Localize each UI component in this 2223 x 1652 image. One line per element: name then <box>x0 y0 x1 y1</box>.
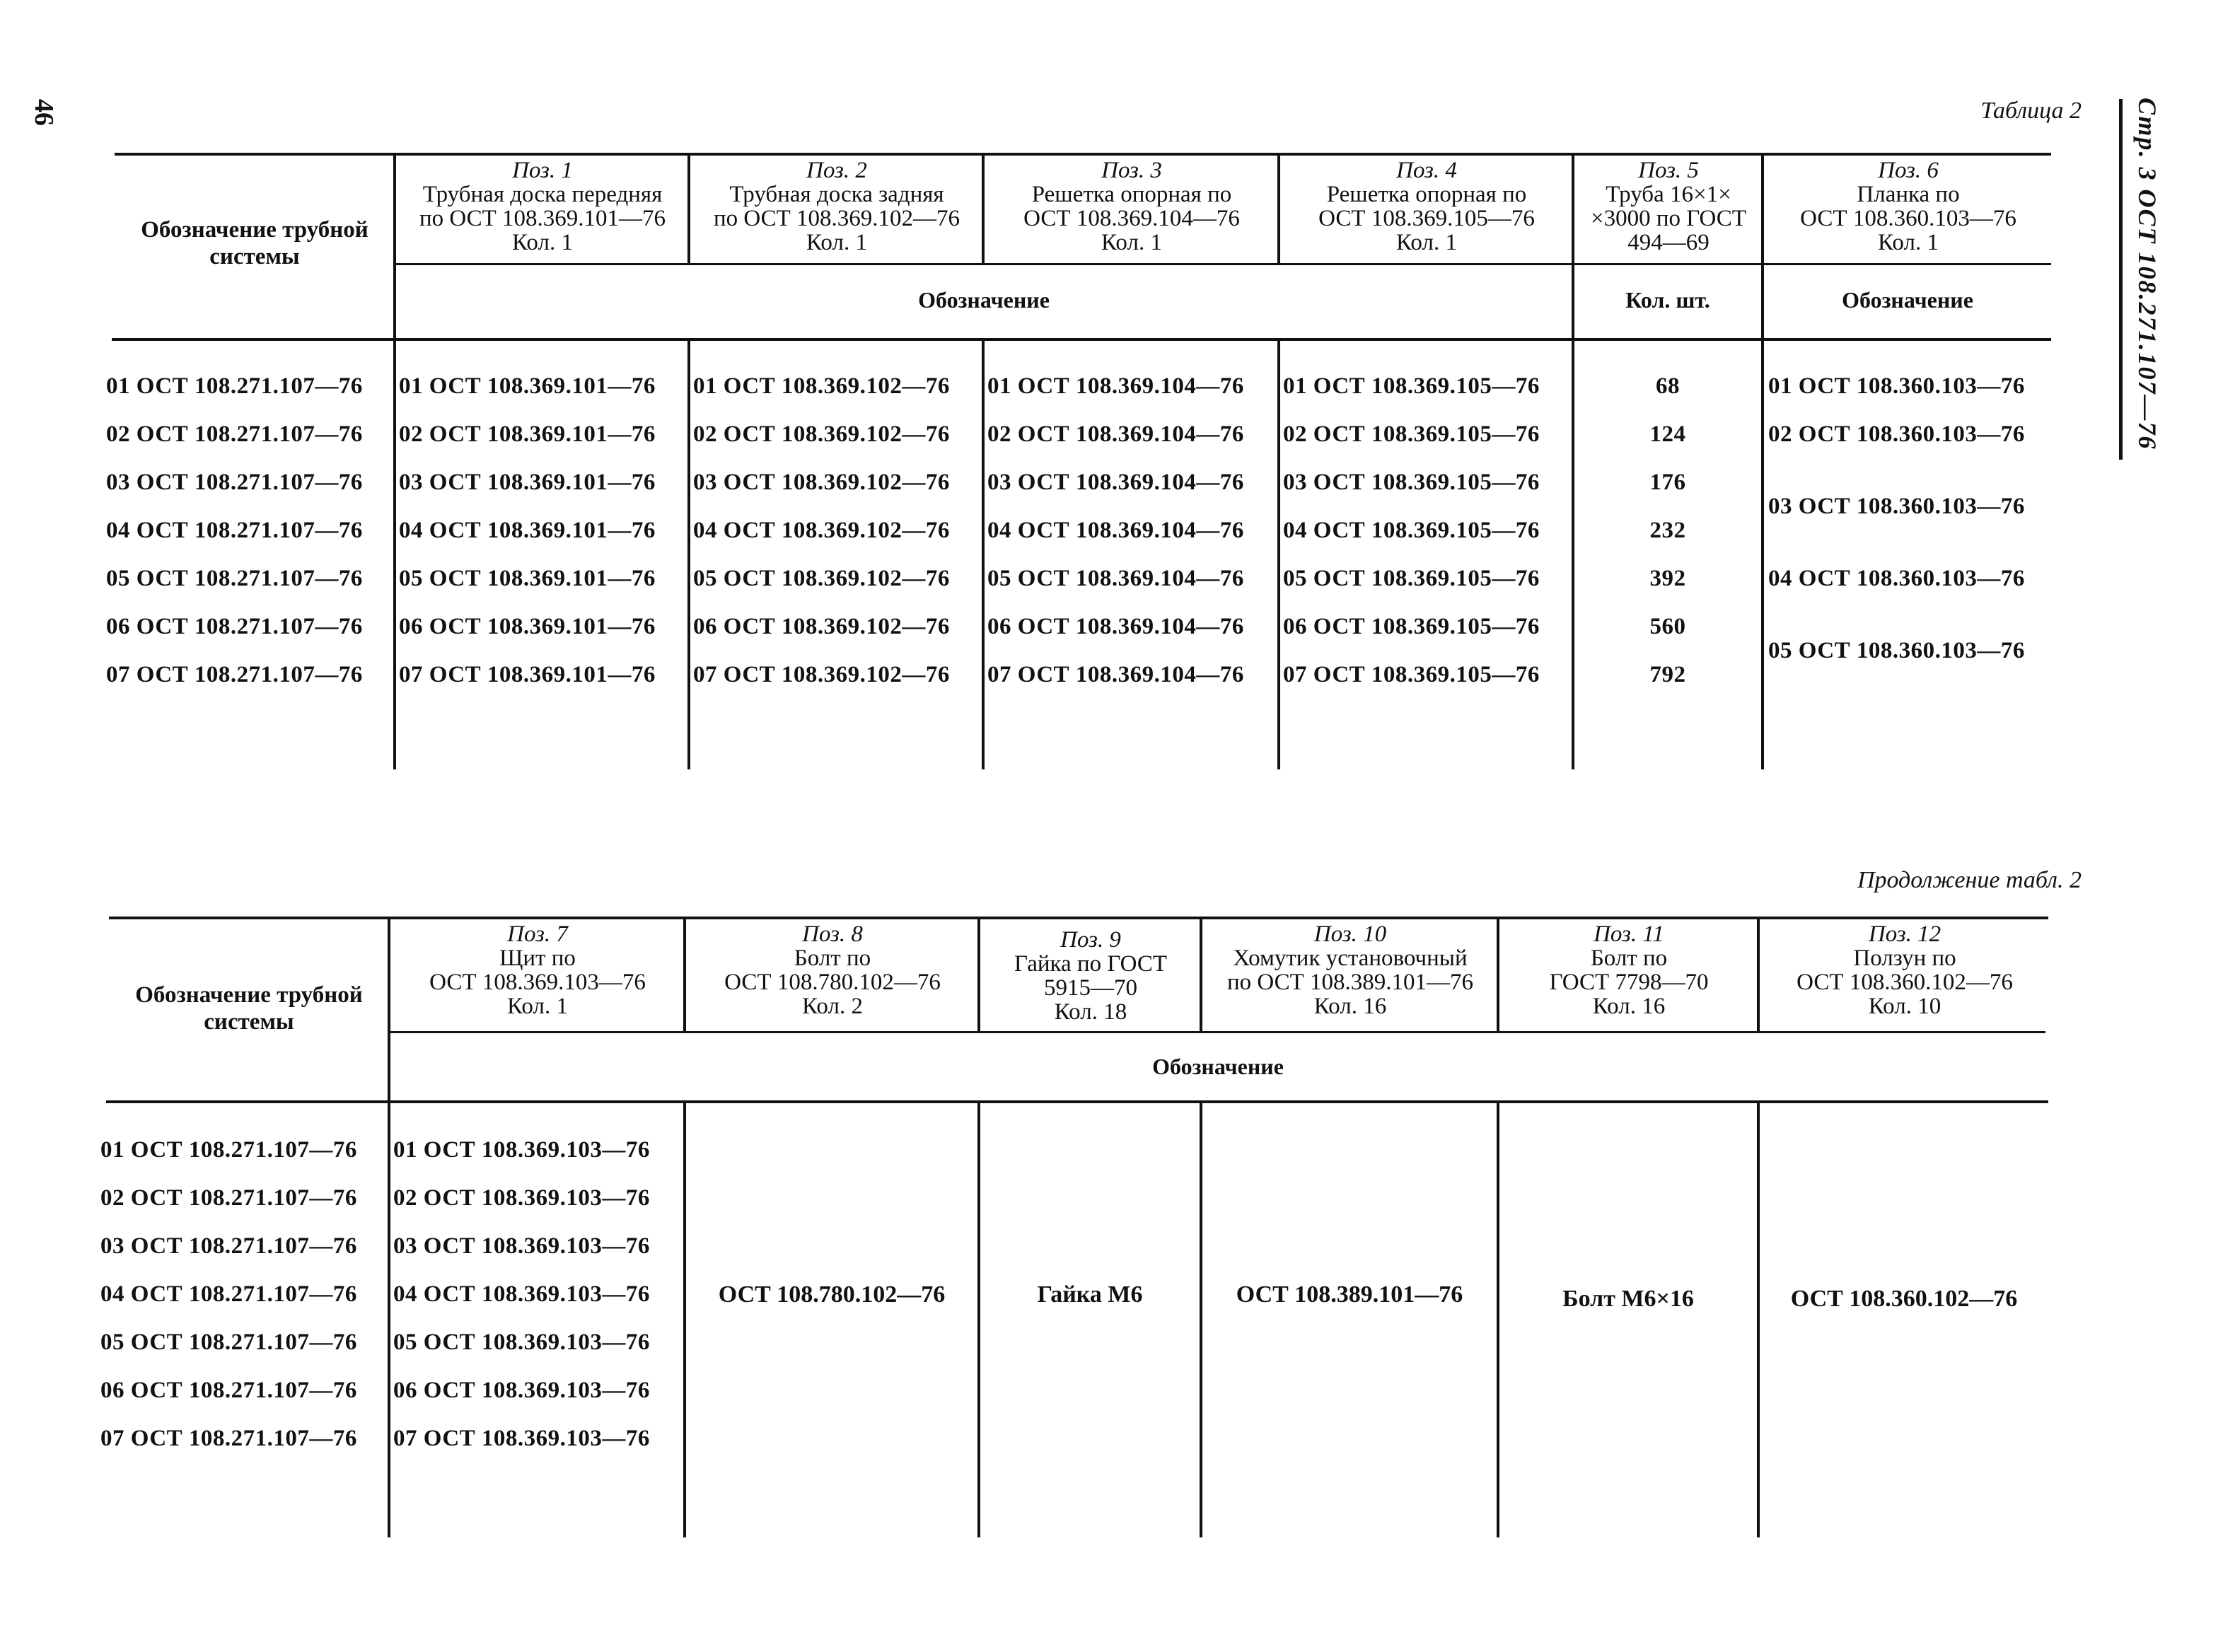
table-title: Таблица 2 <box>1980 98 2082 124</box>
merged-cell-pos11: Болт М6×16 <box>1562 1286 1694 1312</box>
table-cell-qty: 124 <box>1649 421 1686 447</box>
table-cell: 02 ОСТ 108.271.107—76 <box>100 1185 357 1211</box>
sub-header-qty: Кол. шт. <box>1625 287 1710 313</box>
table-cell: 06 ОСТ 108.369.104—76 <box>987 614 1244 639</box>
merged-cell-pos10: ОСТ 108.389.101—76 <box>1236 1281 1463 1308</box>
col0-header: Обозначение трубной системы <box>141 217 368 269</box>
table-cell-qty: 392 <box>1649 566 1686 591</box>
page-number: 46 <box>29 99 59 126</box>
table-cell: 03 ОСТ 108.369.103—76 <box>393 1233 650 1259</box>
table-cell: 05 ОСТ 108.369.102—76 <box>693 566 950 591</box>
col-divider <box>388 917 390 1537</box>
col-divider <box>1497 1100 1499 1537</box>
col0-header: Обозначение трубной системы <box>135 982 363 1035</box>
merged-cell-pos8: ОСТ 108.780.102—76 <box>718 1281 946 1308</box>
column-header-pos10: Поз. 10 Хомутик установочный по ОСТ 108.389.101—76 Кол. 16 <box>1226 921 1474 1019</box>
sub-header-designation: Обозначение <box>918 287 1050 313</box>
table-cell: 07 ОСТ 108.369.105—76 <box>1283 662 1540 687</box>
col-divider <box>977 1100 980 1537</box>
table-cell: 03 ОСТ 108.369.102—76 <box>693 470 950 495</box>
col-divider <box>1277 153 1280 263</box>
column-header-pos7: Поз. 7 Щит по ОСТ 108.369.103—76 Кол. 1 <box>429 921 646 1019</box>
side-running-title: Стр. 3 ОСТ 108.271.107—76 <box>2133 98 2161 450</box>
col-divider <box>1200 1100 1202 1537</box>
table-cell-qty: 232 <box>1649 518 1686 543</box>
table-cell: 05 ОСТ 108.271.107—76 <box>106 566 363 591</box>
merged-cell-pos9: Гайка М6 <box>1037 1281 1143 1308</box>
column-header-pos4: Поз. 4 Решетка опорная по ОСТ 108.369.105—76 Кол. 1 <box>1318 158 1535 255</box>
col-divider <box>977 917 980 1031</box>
table-cell: 03 ОСТ 108.369.105—76 <box>1283 470 1540 495</box>
column-header-pos6: Поз. 6 Планка по ОСТ 108.360.103—76 Кол. 1 <box>1800 158 2016 255</box>
col-divider <box>687 338 690 769</box>
table-cell: 04 ОСТ 108.271.107—76 <box>100 1281 357 1307</box>
table-cell: 02 ОСТ 108.271.107—76 <box>106 421 363 447</box>
table-cell-pos6: 03 ОСТ 108.360.103—76 <box>1768 494 2025 519</box>
table-cell: 04 ОСТ 108.271.107—76 <box>106 518 363 543</box>
table-cell-pos6: 04 ОСТ 108.360.103—76 <box>1768 566 2025 591</box>
col-divider <box>1757 917 1760 1031</box>
table-cell: 06 ОСТ 108.271.107—76 <box>100 1378 357 1403</box>
table-cell: 07 ОСТ 108.369.103—76 <box>393 1426 650 1451</box>
table-cell: 02 ОСТ 108.369.103—76 <box>393 1185 650 1211</box>
table-continuation-title: Продолжение табл. 2 <box>1857 867 2082 893</box>
table-cell: 04 ОСТ 108.369.101—76 <box>399 518 656 543</box>
table-cell: 01 ОСТ 108.271.107—76 <box>106 373 363 399</box>
table-cell: 02 ОСТ 108.369.101—76 <box>399 421 656 447</box>
col-divider <box>683 917 686 1031</box>
table-cell: 04 ОСТ 108.369.105—76 <box>1283 518 1540 543</box>
table-cell: 04 ОСТ 108.369.104—76 <box>987 518 1244 543</box>
column-header-pos3: Поз. 3 Решетка опорная по ОСТ 108.369.104—76 Кол. 1 <box>1023 158 1240 255</box>
sub-header-designation: Обозначение <box>1152 1054 1284 1079</box>
column-header-pos11: Поз. 11 Болт по ГОСТ 7798—70 Кол. 16 <box>1549 921 1709 1019</box>
table-cell: 02 ОСТ 108.369.104—76 <box>987 421 1244 447</box>
side-rule <box>2119 99 2123 460</box>
table-cell: 05 ОСТ 108.369.103—76 <box>393 1330 650 1355</box>
table-cell: 07 ОСТ 108.369.101—76 <box>399 662 656 687</box>
col-divider <box>683 1100 686 1537</box>
col-divider <box>1497 917 1499 1031</box>
table-cell-pos6: 05 ОСТ 108.360.103—76 <box>1768 638 2025 663</box>
table-cell: 01 ОСТ 108.369.102—76 <box>693 373 950 399</box>
col-divider <box>1277 338 1280 769</box>
sub-header-designation-2: Обозначение <box>1842 287 1973 313</box>
table-cell: 07 ОСТ 108.369.102—76 <box>693 662 950 687</box>
col-divider <box>982 153 985 263</box>
table-cell: 01 ОСТ 108.271.107—76 <box>100 1137 357 1163</box>
column-header-pos2: Поз. 2 Трубная доска задняя по ОСТ 108.369.102—76 Кол. 1 <box>713 158 960 255</box>
table-cell: 01 ОСТ 108.369.104—76 <box>987 373 1244 399</box>
column-header-pos9: Поз. 9 Гайка по ГОСТ 5915—70 Кол. 18 <box>1014 927 1168 1025</box>
table-cell-qty: 560 <box>1649 614 1686 639</box>
col-divider <box>1757 1100 1760 1537</box>
table-cell: 03 ОСТ 108.271.107—76 <box>100 1233 357 1259</box>
table-cell: 01 ОСТ 108.369.101—76 <box>399 373 656 399</box>
table-cell: 06 ОСТ 108.369.103—76 <box>393 1378 650 1403</box>
table-cell: 03 ОСТ 108.369.101—76 <box>399 470 656 495</box>
col-divider <box>982 338 985 769</box>
header-mid-rule <box>390 1031 2045 1033</box>
table-cell-pos6: 02 ОСТ 108.360.103—76 <box>1768 421 2025 447</box>
table-cell: 05 ОСТ 108.271.107—76 <box>100 1330 357 1355</box>
table-cell: 05 ОСТ 108.369.104—76 <box>987 566 1244 591</box>
table-cell-qty: 792 <box>1649 662 1686 687</box>
col-divider <box>1761 153 1764 769</box>
table-cell: 07 ОСТ 108.271.107—76 <box>100 1426 357 1451</box>
table-cell: 03 ОСТ 108.271.107—76 <box>106 470 363 495</box>
merged-cell-pos12: ОСТ 108.360.102—76 <box>1790 1286 2018 1312</box>
table-cell: 02 ОСТ 108.369.105—76 <box>1283 421 1540 447</box>
table-cell: 04 ОСТ 108.369.103—76 <box>393 1281 650 1307</box>
table-cell-qty: 68 <box>1656 373 1680 399</box>
col-divider <box>1200 917 1202 1031</box>
header-mid-rule <box>396 263 2051 265</box>
table-cell: 06 ОСТ 108.271.107—76 <box>106 614 363 639</box>
table-cell: 05 ОСТ 108.369.101—76 <box>399 566 656 591</box>
col-divider <box>687 153 690 263</box>
column-header-pos8: Поз. 8 Болт по ОСТ 108.780.102—76 Кол. 2 <box>724 921 941 1019</box>
column-header-pos12: Поз. 12 Ползун по ОСТ 108.360.102—76 Кол. 10 <box>1797 921 2013 1019</box>
table-cell: 02 ОСТ 108.369.102—76 <box>693 421 950 447</box>
table-cell: 06 ОСТ 108.369.105—76 <box>1283 614 1540 639</box>
header-bottom-rule <box>112 338 2051 341</box>
table-cell: 06 ОСТ 108.369.101—76 <box>399 614 656 639</box>
table-cell: 04 ОСТ 108.369.102—76 <box>693 518 950 543</box>
col-divider <box>393 153 396 769</box>
table-cell: 06 ОСТ 108.369.102—76 <box>693 614 950 639</box>
table-cell-pos6: 01 ОСТ 108.360.103—76 <box>1768 373 2025 399</box>
column-header-pos1: Поз. 1 Трубная доска передняя по ОСТ 108.369.101—76 Кол. 1 <box>419 158 666 255</box>
table-cell: 01 ОСТ 108.369.105—76 <box>1283 373 1540 399</box>
table-cell: 05 ОСТ 108.369.105—76 <box>1283 566 1540 591</box>
table-cell-qty: 176 <box>1649 470 1686 495</box>
column-header-pos5: Поз. 5 Труба 16×1× ×3000 по ГОСТ 494—69 <box>1591 158 1746 255</box>
table-cell: 07 ОСТ 108.271.107—76 <box>106 662 363 687</box>
table-cell: 01 ОСТ 108.369.103—76 <box>393 1137 650 1163</box>
table-cell: 07 ОСТ 108.369.104—76 <box>987 662 1244 687</box>
table-cell: 03 ОСТ 108.369.104—76 <box>987 470 1244 495</box>
